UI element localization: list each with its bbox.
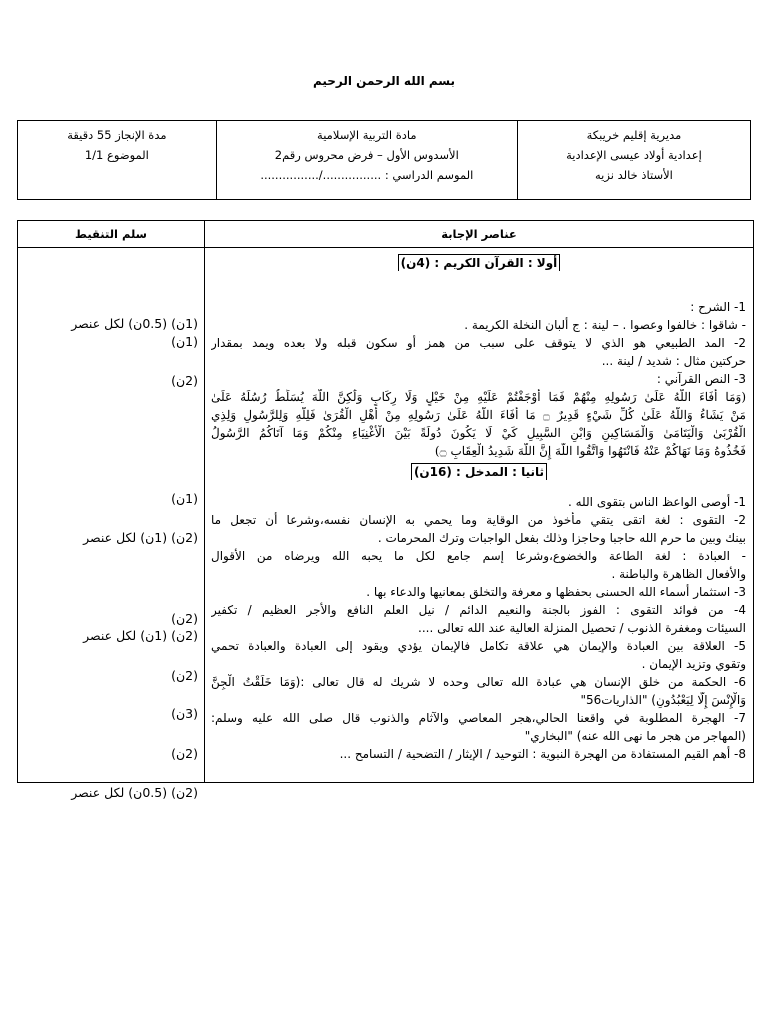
answers-cell bbox=[205, 248, 754, 783]
points-header-cell bbox=[18, 221, 205, 248]
points-cell bbox=[18, 248, 205, 800]
answer-header-cell bbox=[205, 221, 754, 248]
answer-line: 6- الحكمة من خلق الإنسان هي عبادة الله تعالى وحده لا شريك له قال تعالى :(وَمَا خَلَقْتُ الْجِنَّ bbox=[211, 675, 746, 689]
school-name: إعدادية أولاد عيسى الإعدادية bbox=[566, 148, 702, 162]
points-entry: (2ن) bbox=[171, 668, 198, 683]
answer-line: وتقوي وتزيد الإيمان . bbox=[641, 657, 746, 671]
exam-topic: الموضوع 1/1 bbox=[84, 148, 149, 162]
answer-line: 1- الشرح : bbox=[690, 300, 746, 314]
subject-name: مادة التربية الإسلامية bbox=[317, 128, 417, 142]
answer-line: السيئات ومغفرة الذنوب / تحصيل المنزلة العالية عند الله تعالى .... bbox=[418, 621, 746, 635]
answers-body bbox=[205, 248, 753, 782]
section-title-madkhal: ثانيا : المدخل : (16ن) bbox=[205, 463, 753, 480]
answer-line: والأفعال الظاهرة والباطنة . bbox=[611, 567, 746, 581]
directorate-name: مديرية إقليم خريبكة bbox=[586, 128, 682, 142]
answer-line: - العبادة : لغة الطاعة والخضوع،وشرعا إسم جامع لكل ما يحبه الله ويرضاه من الأقوال bbox=[211, 549, 746, 563]
answer-line: وَالْإِنْسَ إِلَّا لِيَعْبُدُونِ) "الذاريات56" bbox=[580, 693, 746, 707]
points-entry: (1ن) (0.5ن) لكل عنصر bbox=[71, 316, 198, 331]
answer-line: 8- أهم القيم المستفادة من الهجرة النبوية : التوحيد / الإيثار / التضحية / التسامح ... bbox=[339, 747, 746, 761]
header-table bbox=[17, 120, 751, 200]
points-entry: (2ن) bbox=[171, 373, 198, 388]
answer-line: 3- استثمار أسماء الله الحسنى بحفظها و معرفة والتخلق بمعانيها والدعاء بها . bbox=[366, 585, 746, 599]
answer-line: (المهاجر من هجر ما نهى الله عنه) "البخاري" bbox=[524, 729, 746, 743]
points-body bbox=[18, 248, 204, 800]
answer-line: 3- النص القرآني : bbox=[656, 372, 746, 386]
answer-line: 7- الهجرة المطلوبة في واقعنا الحالي،هجر المعاصي والآثام والذنوب قال صلى الله عليه وسلم: bbox=[211, 711, 746, 725]
answer-line: 1- أوصى الواعظ الناس بتقوى الله . bbox=[567, 495, 746, 509]
points-entry: (2ن) (1ن) لكل عنصر bbox=[83, 530, 198, 545]
points-entry: (2ن) (0.5ن) لكل عنصر bbox=[71, 785, 198, 800]
points-entry: (1ن) bbox=[171, 334, 198, 349]
points-entry: (3ن) bbox=[171, 706, 198, 721]
exam-duration: مدة الإنجاز 55 دقيقة bbox=[67, 128, 167, 142]
answer-line: حركتين مثال : شديد / لينة ... bbox=[601, 354, 746, 368]
answer-line: 4- من فوائد التقوى : الفوز بالجنة والنعيم الدائم / نيل العلم النافع والأجر العظيم / تكفير bbox=[211, 603, 746, 617]
header-subject bbox=[216, 121, 517, 200]
quran-verse-line: مَنْ يَشَاءُ وَاللَّهُ عَلَىٰ كُلِّ شَيْءٍ قَدِيرٌ ۝ مَا أَفَاءَ اللَّهُ عَلَىٰ رَسُولِهِ مِنْ أَهْلِ الْقُرَىٰ فَلِلَّهِ وَلِلرَّسُولِ وَلِذِي bbox=[211, 408, 746, 422]
answer-line: 5- العلاقة بين العبادة والإيمان هي علاقة تكامل فالإيمان يؤدي ويقود إلى العبادة والعبادة تحمي bbox=[211, 639, 746, 653]
section-title-quran: أولا : القرآن الكريم : (4ن) bbox=[205, 254, 753, 271]
points-entry: (2ن) bbox=[171, 611, 198, 626]
quran-verse-line: فَخُذُوهُ وَمَا نَهَاكُمْ عَنْهُ فَانْتَهُوا وَاتَّقُوا اللَّهَ إِنَّ اللَّهَ شَدِيدُ الْعِقَابِ ۝) bbox=[434, 444, 746, 458]
header-duration bbox=[18, 121, 217, 200]
answer-line: بينك وبين ما حرم الله حاجبا وحاجزا وذلك بفعل الواجبات وترك المحرمات . bbox=[377, 531, 746, 545]
answer-table bbox=[17, 220, 754, 800]
quran-verse-line: (وَمَا أَفَاءَ اللَّهُ عَلَىٰ رَسُولِهِ مِنْهُمْ فَمَا أَوْجَفْتُمْ عَلَيْهِ مِنْ خَيْلٍ وَلَا رِكَابٍ وَلَٰكِنَّ اللَّهَ يُسَلِّطُ رُسُلَهُ عَلَىٰ bbox=[211, 390, 746, 404]
quran-verse-line: الْقُرْبَىٰ وَالْيَتَامَىٰ وَالْمَسَاكِينِ وَابْنِ السَّبِيلِ كَيْ لَا يَكُونَ دُولَةً بَيْنَ الْأَغْنِيَاءِ مِنْكُمْ وَمَا آتَاكُمُ الرَّسُولُ bbox=[211, 426, 746, 440]
answer-line: 2- المد الطبيعي هو الذي لا يتوقف على سبب من همز أو سكون قبله ولا بعده ويمد بمقدار bbox=[211, 336, 746, 350]
points-entry: (2ن) bbox=[171, 746, 198, 761]
answer-line: 2- التقوى : لغة اتقى يتقي مأخوذ من الوقاية وما يحمي به الإنسان نفسه،وشرعا أن تجعل ما bbox=[211, 513, 746, 527]
points-entry: (1ن) bbox=[171, 491, 198, 506]
points-header: سلم التنقيط bbox=[75, 227, 147, 241]
teacher-name: الأستاذ خالد نزيه bbox=[595, 168, 673, 182]
header-administration bbox=[517, 121, 750, 200]
answer-line: - شاقوا : خالفوا وعصوا . – لينة : ج ألبان النخلة الكريمة . bbox=[464, 318, 746, 332]
school-year: الموسم الدراسي : ................/................ bbox=[260, 168, 474, 182]
points-entry: (2ن) (1ن) لكل عنصر bbox=[83, 628, 198, 643]
answer-header: عناصر الإجابة bbox=[441, 227, 517, 241]
exam-title: الأسدوس الأول – فرض محروس رقم2 bbox=[274, 148, 459, 162]
basmala: بسم الله الرحمن الرحيم bbox=[312, 74, 456, 88]
